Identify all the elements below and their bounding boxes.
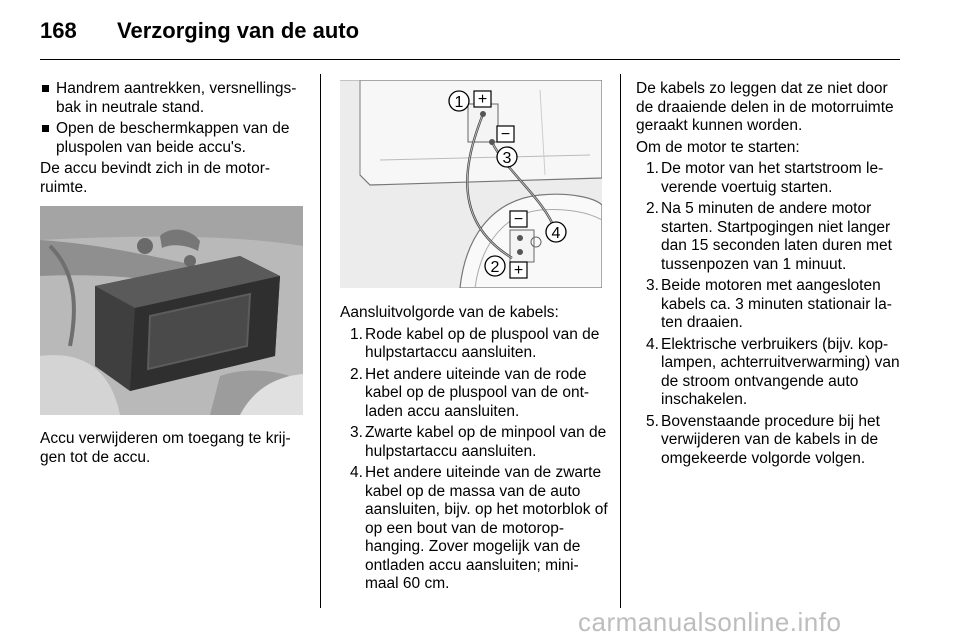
battery-location-text: De accu bevindt zich in de motor-ruimte. [40,160,271,196]
column-3 [636,80,902,468]
minus-terminal-box-bottom [510,211,527,228]
svg-text:1: 1 [454,94,464,111]
page-number: 168 [40,18,77,43]
photo-caption-block [40,430,306,467]
bullet-item: Handrem aantrekken, versnellings-bak in neutrale stand. [40,80,306,117]
label-2 [485,256,505,276]
svg-text:2: 2 [490,259,500,276]
label-4 [546,222,566,242]
watermark: carmanualsonline.info [578,607,842,637]
bullet-item: Open de beschermkappen van de pluspolen van beide accu's. [40,120,306,157]
label-1 [449,91,469,111]
svg-text:−: − [513,211,524,228]
list-item: 1. Rode kabel op de pluspool van de hulpstartaccu aansluiten. [350,325,600,361]
list-item: 1. De motor van het startstroom le-verende voertuig starten. [646,160,884,196]
list-item: 3. Beide motoren met aangesloten kabels ca. 3 minuten stationair la-ten draaien. [646,277,892,331]
list-item: 4. Het andere uiteinde van de zwarte kabel op de massa van de auto aansluiten, bijv. op het motorblok of op een bout van de motorop-hanging. Zover mogelijk van de ontladen accu aansluiten; mini-maal 60 cm. [350,464,608,592]
header-rule [40,59,900,60]
plus-terminal-box-top [474,91,491,108]
svg-text:+: + [513,262,524,279]
jump-cable-diagram [340,80,602,288]
list-item: 5. Bovenstaande procedure bij het verwijderen van de kabels in de omgekeerde volgorde volgen. [646,412,880,467]
svg-text:−: − [500,126,511,143]
list-item: 3. Zwarte kabel op de minpool van de hulpstartaccu aansluiten. [350,424,607,460]
bullet-marker [42,125,49,132]
column-1 [40,80,306,197]
list-item: 2. Het andere uiteinde van de rode kabel op de pluspool van de ont-laden accu aansluiten. [350,365,590,420]
plus-terminal-box-bottom [510,262,527,279]
svg-text:+: + [477,91,488,108]
page-title: Verzorging van de auto [117,18,360,43]
list-item: 2. Na 5 minuten de andere motor starten. Startpogingen niet langer dan 15 seconden laten duren met tussenpozen van 1 minuut. [646,200,892,273]
start-heading: Om de motor te starten: [636,138,800,156]
svg-text:3: 3 [502,150,512,167]
bullet-marker [42,85,49,92]
battery-illustration [40,206,303,415]
column-divider-2 [620,74,621,608]
list-item: 4. Elektrische verbruikers (bijv. kop-lampen, achterruitverwarming) van de stroom ontvangende auto inschakelen. [646,335,900,408]
connection-heading: Aansluitvolgorde van de kabels: [340,304,559,321]
battery-photo [40,206,303,415]
cable-diagram-illustration [340,80,602,288]
column-2 [340,304,608,594]
photo-caption: Accu verwijderen om toegang te krij-gen tot de accu. [40,430,291,466]
cable-routing-text: De kabels zo leggen dat ze niet door de draaiende delen in de motorruimte geraakt kunnen worden. [636,80,894,134]
svg-text:4: 4 [551,225,561,242]
minus-terminal-box-top [497,126,514,143]
label-3 [497,147,517,167]
column-divider-1 [320,74,321,608]
